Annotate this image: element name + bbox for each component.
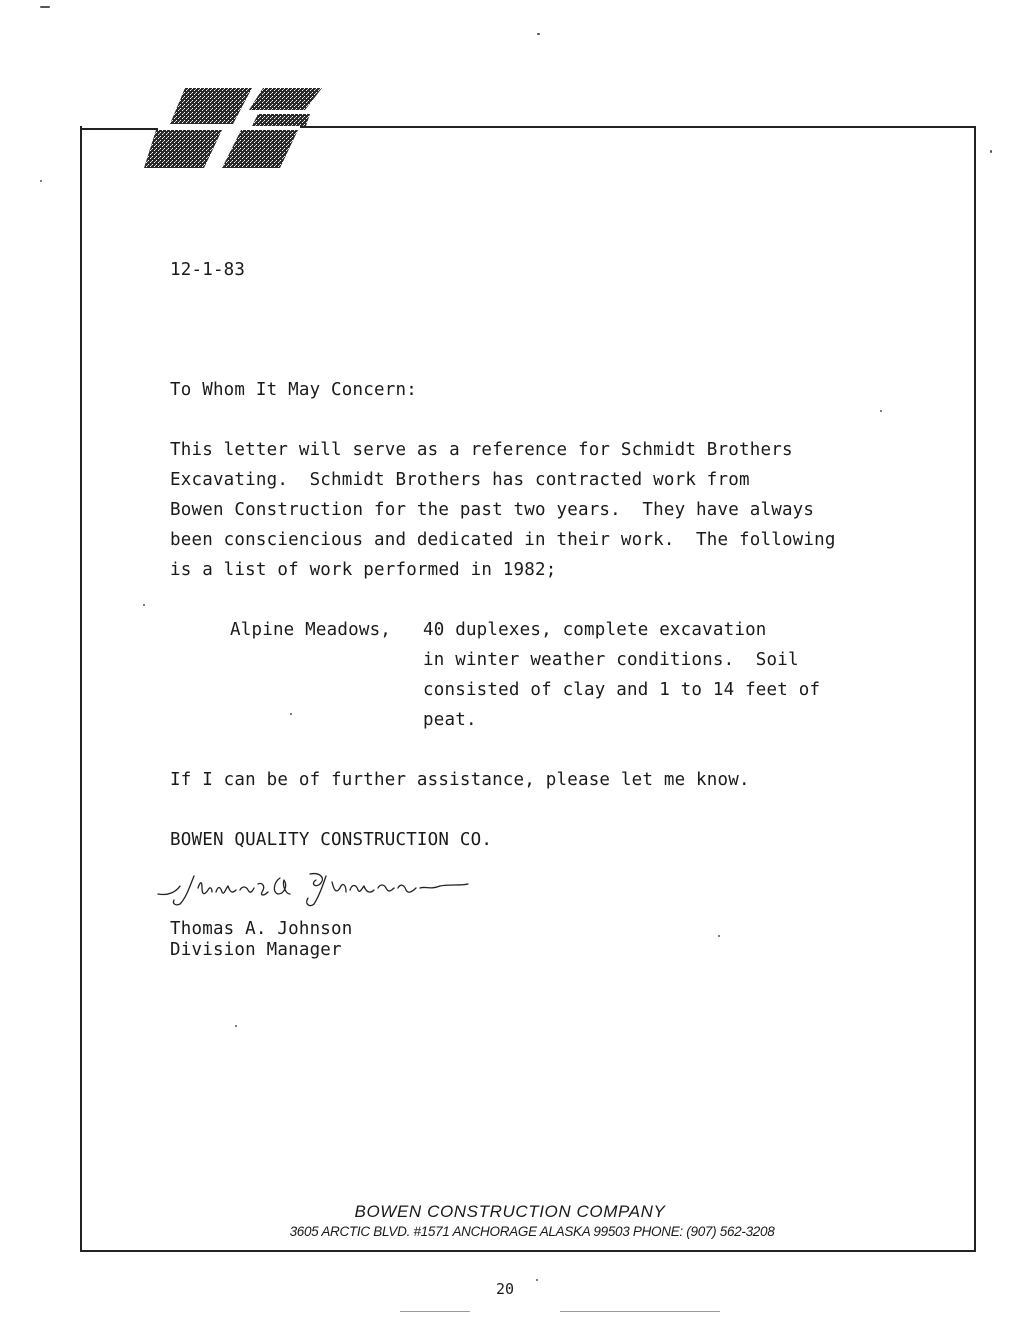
project-name: Alpine Meadows, [230,620,392,640]
scan-speck [718,935,720,937]
company-logo-icon [140,84,325,174]
scan-speck [560,1311,720,1312]
scan-speck [537,33,540,35]
project-description-line: peat. [423,710,477,730]
signer-name: Thomas A. Johnson [170,919,353,939]
body-line: Bowen Construction for the past two years. They have always [170,500,815,520]
scan-speck [143,604,145,606]
project-description-line: 40 duplexes, complete excavation [423,620,767,640]
scan-speck [290,713,292,715]
scan-speck [235,1025,237,1027]
project-description-line: consisted of clay and 1 to 14 feet of [423,680,821,700]
body-line: been consciencious and dedicated in their work. The following [170,530,836,550]
salutation: To Whom It May Concern: [170,380,417,400]
body-line: is a list of work performed in 1982; [170,560,557,580]
frame-top-rule-right [300,126,976,128]
scan-speck [40,180,42,182]
scan-speck [536,1279,538,1281]
body-line: This letter will serve as a reference for Schmidt Brothers [170,440,793,460]
scan-speck [40,6,50,8]
page-number: 20 [496,1280,515,1298]
scan-speck [400,1311,470,1312]
handwritten-signature-icon [150,864,480,914]
letter-date: 12-1-83 [170,260,246,280]
scan-speck [880,410,882,412]
company-signoff: BOWEN QUALITY CONSTRUCTION CO. [170,830,493,850]
closing-line: If I can be of further assistance, please let me know. [170,770,750,790]
body-line: Excavating. Schmidt Brothers has contracted work from [170,470,750,490]
footer-address: 3605 ARCTIC BLVD. #1571 ANCHORAGE ALASKA 99503 PHONE: (907) 562-3208 [289,1224,775,1239]
scan-speck [990,150,992,153]
project-description-line: in winter weather conditions. Soil [423,650,799,670]
footer-company-name: BOWEN CONSTRUCTION COMPANY [354,1202,666,1221]
signer-title: Division Manager [170,940,342,960]
